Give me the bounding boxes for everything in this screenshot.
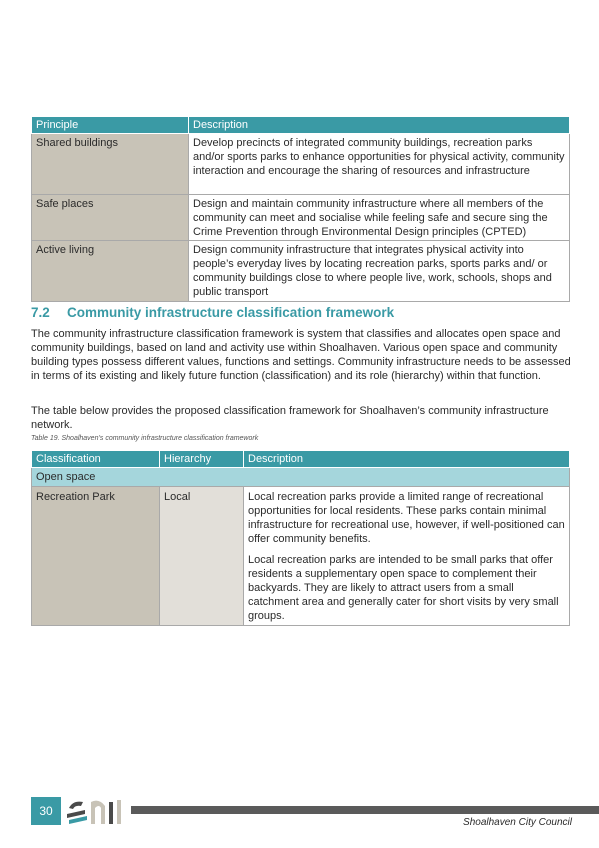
council-name: Shoalhaven City Council xyxy=(463,817,572,828)
column-header-description: Description xyxy=(189,117,570,134)
section-title: Community infrastructure classification framework xyxy=(67,305,395,320)
table-header-row xyxy=(32,451,570,468)
column-header-hierarchy: Hierarchy xyxy=(160,451,244,468)
column-header-classification: Classification xyxy=(32,451,160,468)
principle-cell: Safe places xyxy=(32,195,189,241)
table-group-row xyxy=(32,468,570,487)
description-paragraph: Local recreation parks are intended to be small parks that offer residents a supplementary open space to complement their backyards. They are likely to attract users from a small catchment area and generally cater for short visits by very small groups. xyxy=(248,554,559,622)
framework-table xyxy=(31,450,570,626)
description-cell: Develop precincts of integrated community buildings, recreation parks and/or sports parks to enhance opportunities for physical activity, community interaction and encourage the sharing of resources and infrastructure xyxy=(189,134,570,195)
group-label: Open space xyxy=(32,468,570,487)
hierarchy-cell: Local xyxy=(160,487,244,626)
table-row xyxy=(32,487,570,626)
principle-cell: Active living xyxy=(32,241,189,302)
description-cell: Design and maintain community infrastructure where all members of the community can meet and socialise while feeling safe and secure sing the Crime Prevention through Environmental Design principles (CPTED) xyxy=(189,195,570,241)
body-paragraph: The table below provides the proposed classification framework for Shoalhaven’s community infrastructure network. xyxy=(31,405,549,431)
description-cell xyxy=(244,487,570,626)
section-number: 7.2 xyxy=(31,305,50,320)
principle-cell: Shared buildings xyxy=(32,134,189,195)
column-header-principle: Principle xyxy=(32,117,189,134)
page-number: 30 xyxy=(31,797,61,825)
classification-cell: Recreation Park xyxy=(32,487,160,626)
table-row xyxy=(32,134,570,195)
footer-bar xyxy=(131,806,599,814)
body-paragraph: The community infrastructure classification framework is system that classifies and allocates open space and community buildings, based on land and activity use within Shoalhaven. Various open space and community building types possess different values, functions and settings. Community infrastructure needs to be assessed in terms of its existing and likely future function (classification) and its role (hierarchy) within that function. xyxy=(31,328,571,382)
principles-table xyxy=(31,116,570,302)
table-row xyxy=(32,195,570,241)
description-paragraph: Local recreation parks provide a limited range of recreational opportunities for local residents. These parks contain minimal infrastructure for recreational use, however, if well-positioned can offer community benefits. xyxy=(248,491,565,545)
description-cell: Design community infrastructure that integrates physical activity into people’s everyday lives by locating recreation parks, sports parks and/ or community buildings close to where people live, work, schools, shops and public transport xyxy=(189,241,570,302)
table-header-row xyxy=(32,117,570,134)
column-header-description: Description xyxy=(244,451,570,468)
shoalhaven-logo-icon xyxy=(65,796,129,826)
table-row xyxy=(32,241,570,302)
section-heading xyxy=(31,305,394,320)
table-caption: Table 19. Shoalhaven’s community infrastructure classification framework xyxy=(31,435,259,442)
